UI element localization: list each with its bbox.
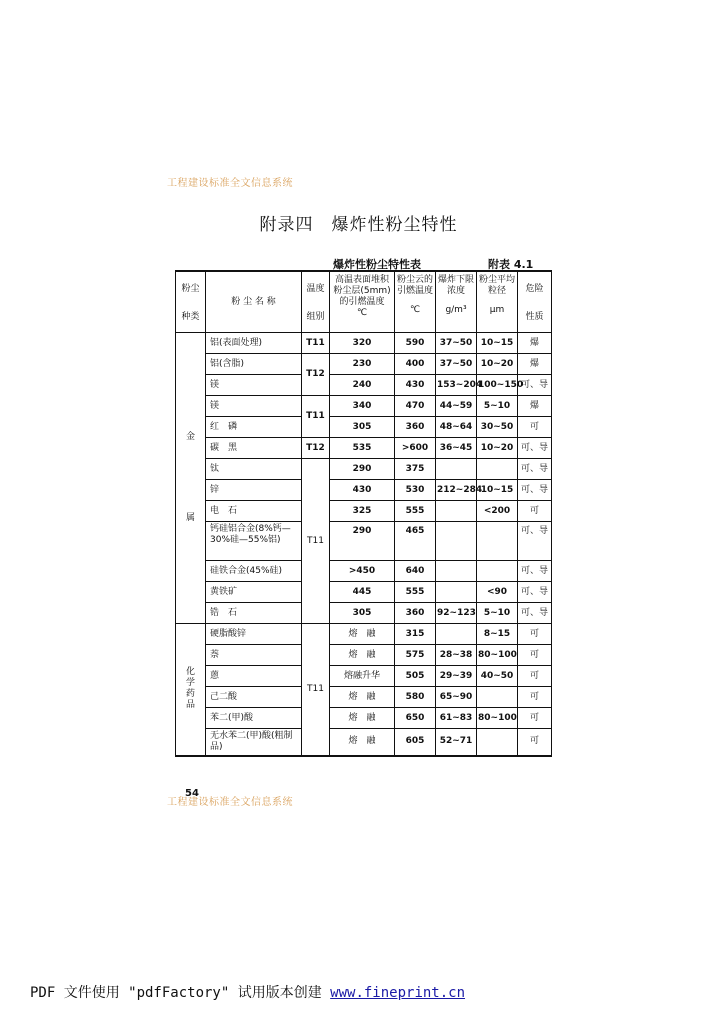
cell-cloud: 580: [395, 687, 436, 708]
category-metal: [176, 333, 206, 624]
cell-cloud: 640: [395, 561, 436, 582]
cell-size: 10~20: [477, 438, 518, 459]
cell-cloud: 360: [395, 603, 436, 624]
cell-surface: 230: [330, 354, 395, 375]
category-chemical-char: 药: [185, 689, 195, 700]
cell-surface: 熔 融: [330, 729, 395, 756]
cell-cloud: 590: [395, 333, 436, 354]
cell-size: 100~150: [477, 375, 518, 396]
cell-hazard: 可、导: [518, 375, 552, 396]
header-particle-text: 粉尘平均粒径: [478, 275, 515, 296]
cell-size: 10~15: [477, 480, 518, 501]
cell-size: 5~10: [477, 396, 518, 417]
category-metal-char: 金: [185, 432, 195, 442]
header-category-top: 粉尘: [181, 284, 200, 294]
table-number: 附表 4.1: [488, 258, 534, 271]
cell-surface: 305: [330, 603, 395, 624]
header-lower-limit: [436, 271, 477, 333]
cell-surface: 熔 融: [330, 624, 395, 645]
cell-cloud: 650: [395, 708, 436, 729]
table-row: [176, 417, 552, 438]
cell-cloud: 465: [395, 522, 436, 561]
header-cloud-text: 粉尘云的引燃温度: [396, 275, 433, 296]
header-category-bottom: 种类: [181, 312, 200, 322]
page-title: 附录四 爆炸性粉尘特性: [259, 215, 458, 235]
pdf-footer: [30, 982, 465, 1002]
cell-name: 蒽: [206, 666, 302, 687]
category-chemical: [176, 624, 206, 756]
cell-size: [477, 522, 518, 561]
cell-hazard: 可: [518, 501, 552, 522]
table-row: [176, 522, 552, 561]
cell-limit: [436, 561, 477, 582]
cell-name: 无水苯二(甲)酸(粗制品): [206, 729, 302, 756]
cell-cloud: 400: [395, 354, 436, 375]
cell-limit: 48~64: [436, 417, 477, 438]
header-hot-surface: [330, 271, 395, 333]
cell-name: 锆 石: [206, 603, 302, 624]
cell-cloud: >600: [395, 438, 436, 459]
cell-hazard: 可、导: [518, 522, 552, 561]
cell-hazard: 可、导: [518, 459, 552, 480]
cell-cloud: 575: [395, 645, 436, 666]
cell-hazard: 可: [518, 624, 552, 645]
category-metal-char: 属: [185, 513, 195, 523]
watermark-bottom: 工程建设标准全文信息系统: [167, 797, 293, 808]
header-lower-limit-text: 爆炸下限浓度: [437, 275, 474, 296]
cell-limit: 52~71: [436, 729, 477, 756]
cell-surface: 290: [330, 459, 395, 480]
header-particle-unit: μm: [489, 305, 505, 315]
cell-name: 镁: [206, 396, 302, 417]
header-hazard: [518, 271, 552, 333]
table-row: [176, 396, 552, 417]
watermark-top: 工程建设标准全文信息系统: [167, 178, 293, 189]
header-category: [176, 271, 206, 333]
cell-hazard: 可、导: [518, 480, 552, 501]
cell-limit: 29~39: [436, 666, 477, 687]
cell-group: T12: [302, 354, 330, 396]
cell-surface: 305: [330, 417, 395, 438]
cell-cloud: 360: [395, 417, 436, 438]
cell-size: 80~100: [477, 645, 518, 666]
table-row: [176, 729, 552, 756]
cell-limit: 37~50: [436, 354, 477, 375]
cell-hazard: 可、导: [518, 582, 552, 603]
cell-hazard: 可、导: [518, 438, 552, 459]
cell-cloud: 555: [395, 582, 436, 603]
cell-name: 镁: [206, 375, 302, 396]
cell-limit: 28~38: [436, 645, 477, 666]
cell-limit: 61~83: [436, 708, 477, 729]
cell-name: 电 石: [206, 501, 302, 522]
cell-limit: 44~59: [436, 396, 477, 417]
cell-surface: 340: [330, 396, 395, 417]
footer-prefix: PDF 文件使用 "pdfFactory" 试用版本创建: [30, 985, 331, 1001]
cell-hazard: 爆: [518, 396, 552, 417]
cell-size: <90: [477, 582, 518, 603]
cell-hazard: 可: [518, 729, 552, 756]
cell-surface: 445: [330, 582, 395, 603]
cell-name: 铝(含脂): [206, 354, 302, 375]
cell-group: T12: [302, 438, 330, 459]
table-row: [176, 459, 552, 480]
cell-size: 30~50: [477, 417, 518, 438]
page-number: 54: [185, 788, 199, 799]
cell-size: 5~10: [477, 603, 518, 624]
cell-name: 硅铁合金(45%硅): [206, 561, 302, 582]
header-hot-surface-unit: ℃: [356, 308, 368, 318]
cell-surface: 320: [330, 333, 395, 354]
cell-hazard: 爆: [518, 333, 552, 354]
cell-limit: 212~284: [436, 480, 477, 501]
cell-limit: [436, 624, 477, 645]
cell-limit: [436, 501, 477, 522]
cell-group: T11: [302, 459, 330, 624]
table-row: [176, 333, 552, 354]
table-row: [176, 603, 552, 624]
cell-name: 红 磷: [206, 417, 302, 438]
cell-cloud: 530: [395, 480, 436, 501]
cell-surface: 熔 融: [330, 687, 395, 708]
cell-surface: >450: [330, 561, 395, 582]
cell-cloud: 430: [395, 375, 436, 396]
cell-name: 硬脂酸锌: [206, 624, 302, 645]
table-caption: 爆炸性粉尘特性表: [333, 258, 421, 271]
cell-size: [477, 561, 518, 582]
table-row: [176, 375, 552, 396]
cell-name: 萘: [206, 645, 302, 666]
cell-surface: 熔融升华: [330, 666, 395, 687]
table-row: [176, 687, 552, 708]
table-row: [176, 708, 552, 729]
cell-hazard: 可、导: [518, 561, 552, 582]
cell-surface: 325: [330, 501, 395, 522]
cell-name: 钛: [206, 459, 302, 480]
table-row: [176, 624, 552, 645]
cell-size: 8~15: [477, 624, 518, 645]
table-row: [176, 582, 552, 603]
cell-size: 40~50: [477, 666, 518, 687]
cell-limit: 65~90: [436, 687, 477, 708]
cell-surface: 430: [330, 480, 395, 501]
cell-group: T11: [302, 624, 330, 756]
cell-cloud: 555: [395, 501, 436, 522]
table-header-row: [176, 271, 552, 333]
cell-cloud: 470: [395, 396, 436, 417]
cell-surface: 535: [330, 438, 395, 459]
cell-hazard: 可: [518, 708, 552, 729]
table-row: [176, 666, 552, 687]
cell-limit: 37~50: [436, 333, 477, 354]
cell-hazard: 可: [518, 666, 552, 687]
cell-surface: 熔 融: [330, 708, 395, 729]
cell-surface: 290: [330, 522, 395, 561]
cell-group: T11: [302, 396, 330, 438]
header-hot-surface-text: 高温表面堆积粉尘层(5mm)的引燃温度: [333, 275, 391, 307]
category-chemical-char: 品: [185, 700, 195, 711]
table-row: [176, 438, 552, 459]
table-row: [176, 501, 552, 522]
header-temp-group: [302, 271, 330, 333]
cell-name: 苯二(甲)酸: [206, 708, 302, 729]
cell-size: 80~100: [477, 708, 518, 729]
table-row: [176, 354, 552, 375]
cell-surface: 熔 融: [330, 645, 395, 666]
cell-hazard: 可: [518, 417, 552, 438]
cell-cloud: 375: [395, 459, 436, 480]
cell-size: <200: [477, 501, 518, 522]
header-hazard-top: 危险: [525, 284, 544, 294]
header-temp-group-top: 温度: [306, 284, 325, 294]
dust-properties-table: [175, 270, 552, 757]
category-chemical-char: 化: [185, 667, 195, 678]
cell-hazard: 可: [518, 645, 552, 666]
header-hazard-bottom: 性质: [525, 312, 544, 322]
cell-hazard: 可、导: [518, 603, 552, 624]
cell-size: [477, 687, 518, 708]
header-cloud-unit: ℃: [409, 305, 421, 315]
cell-hazard: 可: [518, 687, 552, 708]
header-name: 粉 尘 名 称: [206, 271, 302, 333]
header-temp-group-bottom: 组别: [306, 312, 325, 322]
cell-limit: [436, 459, 477, 480]
cell-size: [477, 729, 518, 756]
table-row: [176, 480, 552, 501]
cell-name: 铝(表面处理): [206, 333, 302, 354]
cell-size: [477, 459, 518, 480]
cell-limit: 36~45: [436, 438, 477, 459]
cell-name: 钙硅铝合金(8%钙—30%硅—55%铝): [206, 522, 302, 561]
cell-name: 己二酸: [206, 687, 302, 708]
table-row: [176, 561, 552, 582]
footer-link[interactable]: www.fineprint.cn: [330, 985, 466, 1001]
cell-size: 10~20: [477, 354, 518, 375]
cell-name: 碳 黑: [206, 438, 302, 459]
table-row: [176, 645, 552, 666]
cell-name: 黄铁矿: [206, 582, 302, 603]
cell-name: 锌: [206, 480, 302, 501]
cell-group: T11: [302, 333, 330, 354]
header-cloud-ignition: [395, 271, 436, 333]
cell-limit: [436, 582, 477, 603]
cell-limit: 153~204: [436, 375, 477, 396]
cell-cloud: 605: [395, 729, 436, 756]
cell-cloud: 505: [395, 666, 436, 687]
category-chemical-char: 学: [185, 678, 195, 689]
cell-cloud: 315: [395, 624, 436, 645]
cell-limit: 92~123: [436, 603, 477, 624]
cell-limit: [436, 522, 477, 561]
cell-surface: 240: [330, 375, 395, 396]
cell-hazard: 爆: [518, 354, 552, 375]
header-particle-size: [477, 271, 518, 333]
cell-size: 10~15: [477, 333, 518, 354]
header-lower-limit-unit: g/m³: [445, 305, 467, 315]
